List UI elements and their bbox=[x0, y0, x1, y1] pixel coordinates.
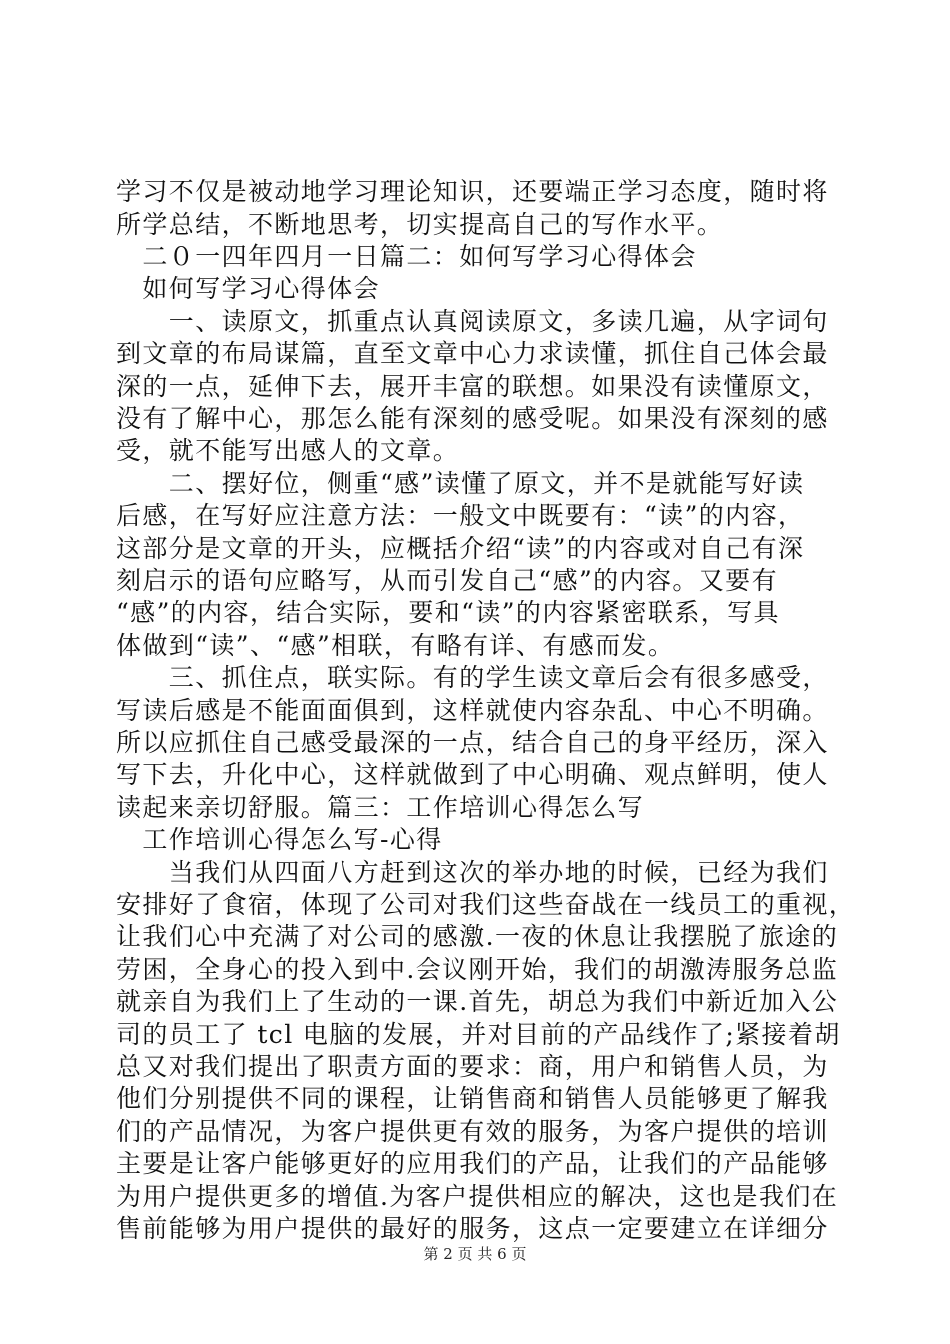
body-text-line: 读起来亲切舒服。篇三：工作培训心得怎么写 bbox=[116, 793, 645, 822]
body-text-line: 所学总结，不断地思考，切实提高自己的写作水平。 bbox=[116, 210, 724, 239]
section-title: 如何写学习心得体会 bbox=[116, 274, 381, 303]
section-title: 工作培训心得怎么写-心得 bbox=[116, 825, 443, 854]
body-text-line: 写下去，升化中心，这样就做到了中心明确、观点鲜明，使人 bbox=[116, 760, 829, 789]
body-text-line: 到文章的布局谋篇，直至文章中心力求读懂，抓住自己体会最 bbox=[116, 339, 829, 368]
body-text-line: 司的员工了 tcl 电脑的发展，并对目前的产品线作了;紧接着胡 bbox=[116, 1020, 841, 1049]
page-number-footer: 第 2 页 共 6 页 bbox=[423, 1245, 527, 1263]
body-text-line: 一、读原文，抓重点认真阅读原文，多读几遍，从字词句 bbox=[116, 307, 829, 336]
body-text-line: “感”的内容，结合实际，要和“读”的内容紧密联系，写具 bbox=[116, 598, 780, 627]
body-text-line: 这部分是文章的开头，应概括介绍“读”的内容或对自己有深 bbox=[116, 534, 805, 563]
body-text-line: 写读后感是不能面面俱到，这样就使内容杂乱、中心不明确。 bbox=[116, 696, 829, 725]
body-text-line: 所以应抓住自己感受最深的一点，结合自己的身平经历，深入 bbox=[116, 728, 829, 757]
body-text-line: 深的一点，延伸下去，展开丰富的联想。如果没有读懂原文， bbox=[116, 372, 829, 401]
body-text-line: 没有了解中心，那怎么能有深刻的感受呢。如果没有深刻的感 bbox=[116, 404, 829, 433]
body-text-line: 总又对我们提出了职责方面的要求：商，用户和销售人员，为 bbox=[116, 1052, 829, 1081]
body-text-line: 学习不仅是被动地学习理论知识，还要端正学习态度，随时将 bbox=[116, 177, 829, 206]
body-text-line: 受，就不能写出感人的文章。 bbox=[116, 436, 460, 465]
body-text-line: 为用户提供更多的增值.为客户提供相应的解决，这也是我们在 bbox=[116, 1182, 839, 1211]
body-text-line: 二、摆好位，侧重“感”读懂了原文，并不是就能写好读 bbox=[116, 469, 805, 498]
body-text-line: 们的产品情况，为客户提供更有效的服务，为客户提供的培训 bbox=[116, 1117, 829, 1146]
body-text-line: 劳困，全身心的投入到中.会议刚开始，我们的胡激涛服务总监 bbox=[116, 955, 839, 984]
body-text-line: 体做到“读”、“感”相联，有略有详、有感而发。 bbox=[116, 631, 675, 660]
body-text-line: 安排好了食宿，体现了公司对我们这些奋战在一线员工的重视， bbox=[116, 890, 856, 919]
section-heading-line: 二０一四年四月一日篇二：如何写学习心得体会 bbox=[116, 242, 697, 271]
body-text-line: 售前能够为用户提供的最好的服务，这点一定要建立在详细分 bbox=[116, 1214, 829, 1243]
body-text-line: 就亲自为我们上了生动的一课.首先，胡总为我们中新近加入公 bbox=[116, 987, 839, 1016]
body-text-line: 刻启示的语句应略写，从而引发自己“感”的内容。又要有 bbox=[116, 566, 778, 595]
body-text-line: 三、抓住点，联实际。有的学生读文章后会有很多感受， bbox=[116, 663, 829, 692]
body-text-line: 当我们从四面八方赶到这次的举办地的时候，已经为我们 bbox=[116, 858, 829, 887]
body-text-line: 主要是让客户能够更好的应用我们的产品，让我们的产品能够 bbox=[116, 1149, 829, 1178]
body-text-line: 后感，在写好应注意方法：一般文中既要有：“读”的内容， bbox=[116, 501, 805, 530]
body-text-line: 他们分别提供不同的课程，让销售商和销售人员能够更了解我 bbox=[116, 1084, 829, 1113]
body-text-line: 让我们心中充满了对公司的感激.一夜的休息让我摆脱了旅途的 bbox=[116, 922, 839, 951]
